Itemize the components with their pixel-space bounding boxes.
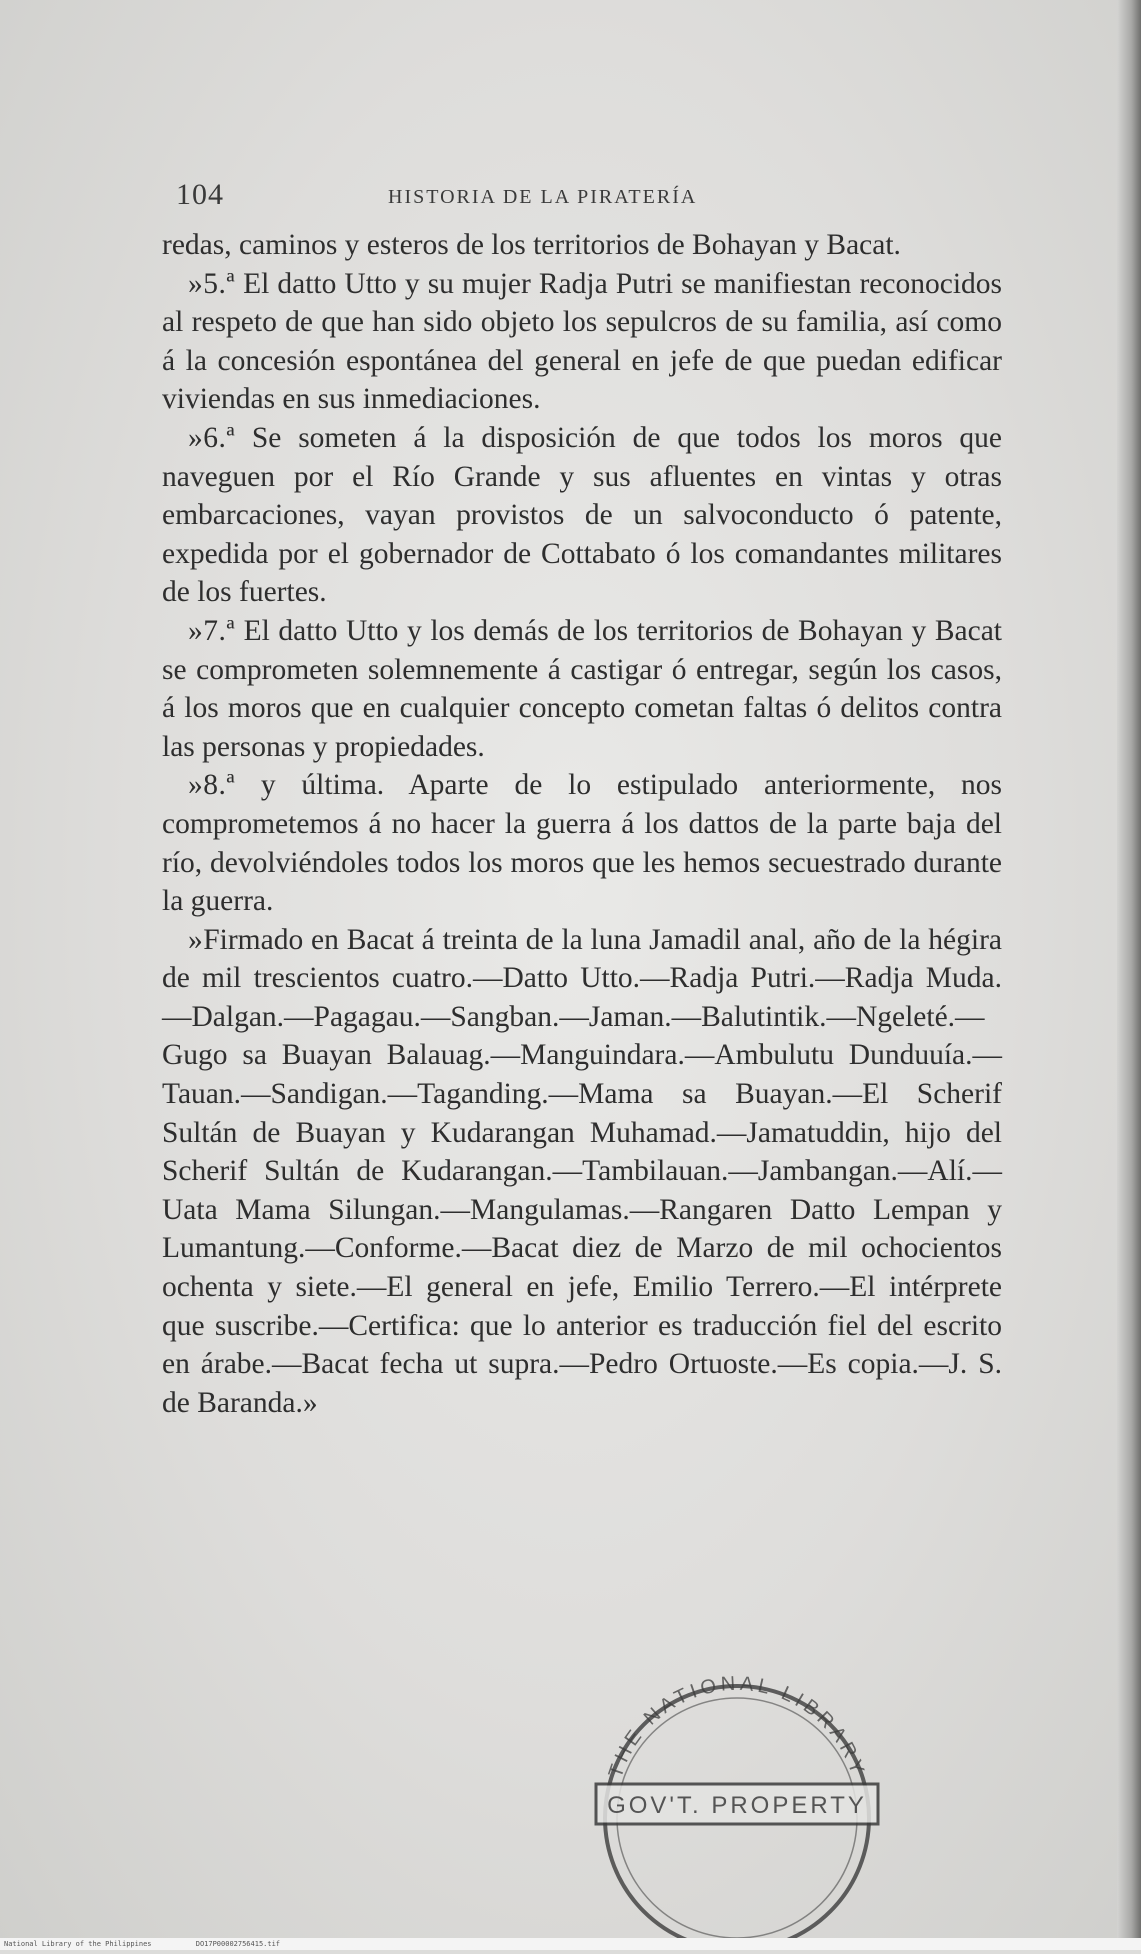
footer-source: National Library of the Philippines xyxy=(4,1940,152,1948)
paragraph-continuation xyxy=(162,226,1002,265)
article-7 xyxy=(162,612,1002,766)
library-stamp xyxy=(572,1660,902,1950)
article-8 xyxy=(162,766,1002,920)
paragraph-text: redas, caminos y esteros de los territorios de Bohayan y Bacat. xyxy=(162,229,901,261)
paragraph-text: Firmado en Bacat á treinta de la luna Jamadil anal, año de la hégira de mil trescientos cuatro.—Datto Utto.—Radja Putri.—Radja Muda.—Dalgan.—Pagagau.—Sangban.—Jaman.—Balutintik.—Ngeleté.—Gugo sa Buayan Balauag.—Manguindara.—Ambulutu Dunduuía.—Tauan.—Sandigan.—Taganding.—Mama sa Buayan.—El Scherif Sultán de Buayan y Kudarangan Muhamad.—Jamatuddin, hijo del Scherif Sultán de Kudarangan.—Tambilauan.—Jambangan.—Alí.—Uata Mama Silungan.—Mangulamas.—Rangaren Datto Lempan y Lumantung.—Conforme.—Bacat diez de Marzo de mil ochocientos ochenta y siete.—El general en jefe, Emilio Terrero.—El intérprete que suscribe.—Certifica: que lo anterior es traducción fiel del escrito en árabe.—Bacat fecha ut supra.—Pedro Ortuoste.—Es copia.—J. S. de Baranda.» xyxy=(162,923,1002,1419)
stamp-band-text: GOV'T. PROPERTY xyxy=(607,1792,867,1819)
running-header xyxy=(0,178,1141,214)
signatures-paragraph xyxy=(162,921,1002,1423)
quote-mark: » xyxy=(188,923,204,956)
article-number: »7.ª xyxy=(188,614,236,647)
paragraph-text: Se someten á la disposición de que todos los moros que naveguen por el Río Grande y sus afluentes en vintas y otras embarcaciones, vayan provistos de un salvoconducto ó patente, expedida por el gobernador de Cottabato ó los comandantes militares de los fuertes. xyxy=(162,421,1002,609)
footer-file: DO17P00002756415.tif xyxy=(195,1940,281,1948)
article-5 xyxy=(162,265,1002,419)
svg-text:THE NATIONAL LIBRARY xyxy=(605,1673,870,1781)
article-number: »6.ª xyxy=(188,421,236,454)
paragraph-text: El datto Utto y su mujer Radja Putri se manifiestan reconocidos al respeto de que han sido objeto los sepulcros de su familia, así como á la concesión espontánea del general en jefe de que puedan edificar viviendas en sus inmediaciones. xyxy=(162,267,1002,416)
scan-footer xyxy=(0,1938,1141,1950)
body-text xyxy=(162,226,1002,1422)
article-number: »8.ª xyxy=(188,769,236,802)
running-title: HISTORIA DE LA PIRATERÍA xyxy=(388,186,698,208)
stamp-arc-text: THE NATIONAL LIBRARY xyxy=(604,1672,870,1781)
paragraph-text: El datto Utto y los demás de los territorios de Bohayan y Bacat se comprometen solemnemente á castigar ó entregar, según los casos, á los moros que en cualquier concepto cometan faltas ó delitos contra las personas y propiedades. xyxy=(162,614,1002,763)
article-6 xyxy=(162,419,1002,612)
page-number: 104 xyxy=(176,178,224,211)
paragraph-text: y última. Aparte de lo estipulado anteriormente, nos comprometemos á no hacer la guerra á los dattos de la parte baja del río, devolviéndoles todos los moros que les hemos secuestrado durante la guerra. xyxy=(162,769,1002,918)
article-number: »5.ª xyxy=(188,267,236,300)
